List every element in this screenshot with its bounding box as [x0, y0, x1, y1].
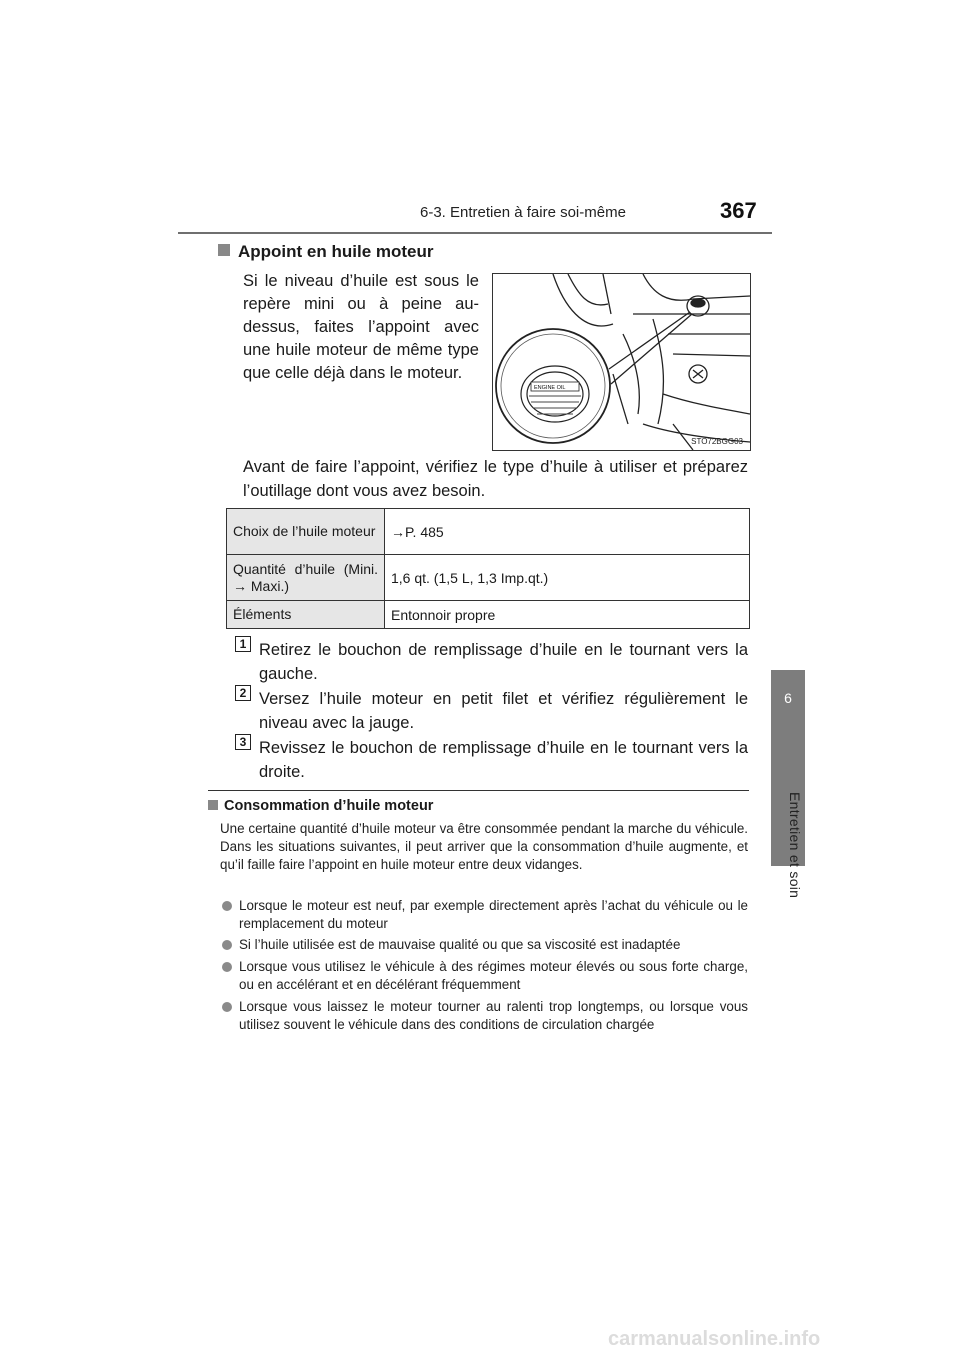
- note-heading: [208, 798, 433, 814]
- step-number-badge: 1: [235, 636, 251, 652]
- table-value-cell: 1,6 qt. (1,5 L, 1,3 Imp.qt.): [385, 555, 750, 601]
- bullet-dot-icon: [222, 901, 232, 911]
- intro-paragraph: Si le niveau d’huile est sous le repère mini ou à peine au-dessus, faites l’appoint avec une huile moteur de même type que celle déjà dans le moteur.: [243, 272, 479, 382]
- bullet-dot-icon: [222, 1002, 232, 1012]
- header-divider: [178, 232, 772, 234]
- cap-label: ENGINE OIL: [534, 385, 566, 391]
- section-heading-text: Appoint en huile moteur: [238, 242, 434, 261]
- step-text: Revissez le bouchon de remplissage d’huile en le tournant vers la droite.: [259, 739, 748, 781]
- note-paragraph: Une certaine quantité d’huile moteur va être consommée pendant la marche du véhicule. Dans les situations suivantes, il peut arriver que la consommation d’huile augmente, et qu’il faille faire l’appoint en huile moteur entre deux vidanges.: [220, 821, 748, 872]
- step-text: Retirez le bouchon de remplissage d’huile en le tournant vers la gauche.: [259, 641, 748, 683]
- oil-cap-illustration: [492, 273, 751, 451]
- list-item-text: Lorsque le moteur est neuf, par exemple directement après l’achat du véhicule ou le remplacement du moteur: [239, 898, 748, 931]
- table-row: [227, 555, 750, 601]
- preparation-paragraph: Avant de faire l’appoint, vérifiez le type d’huile à utiliser et préparez l’outillage dont vous avez besoin.: [243, 458, 748, 500]
- table-value-cell: →P. 485: [385, 509, 750, 555]
- running-header-section: 6-3. Entretien à faire soi-même: [420, 204, 626, 221]
- chapter-title: Entretien et soin: [787, 792, 803, 899]
- page-number: 367: [720, 198, 757, 223]
- list-item-text: Lorsque vous utilisez le véhicule à des régimes moteur élevés ou sous forte charge, ou en accélérant et en décélérant fréquemment: [239, 959, 748, 992]
- table-label-cell: Éléments: [227, 601, 385, 629]
- section-heading: [218, 242, 434, 262]
- square-bullet-icon: [208, 800, 218, 810]
- table-label-cell: Choix de l’huile moteur: [227, 509, 385, 555]
- step-text: Versez l’huile moteur en petit filet et vérifiez régulièrement le niveau avec la jauge.: [259, 690, 748, 732]
- step-number-badge: 2: [235, 685, 251, 701]
- bullet-dot-icon: [222, 962, 232, 972]
- step-number-badge: 3: [235, 734, 251, 750]
- note-heading-text: Consommation d’huile moteur: [224, 798, 434, 814]
- figure-code: STO72BGG03: [691, 437, 743, 446]
- bullet-dot-icon: [222, 940, 232, 950]
- table-row: [227, 509, 750, 555]
- section-divider: [208, 790, 749, 791]
- oil-info-table: [226, 508, 750, 629]
- engine-bay-drawing: [493, 274, 750, 450]
- list-item-text: Lorsque vous laissez le moteur tourner au ralenti trop longtemps, ou lorsque vous utilisez souvent le véhicule dans des conditions de circulation chargée: [239, 999, 748, 1032]
- table-label-cell: Quantité d’huile (Mini. → Maxi.): [227, 555, 385, 601]
- table-row: [227, 601, 750, 629]
- watermark: carmanualsonline.info: [608, 1328, 821, 1350]
- square-bullet-icon: [218, 244, 230, 256]
- chapter-number: 6: [784, 690, 792, 706]
- table-value-cell: Entonnoir propre: [385, 601, 750, 629]
- list-item-text: Si l’huile utilisée est de mauvaise qualité ou que sa viscosité est inadaptée: [239, 937, 681, 952]
